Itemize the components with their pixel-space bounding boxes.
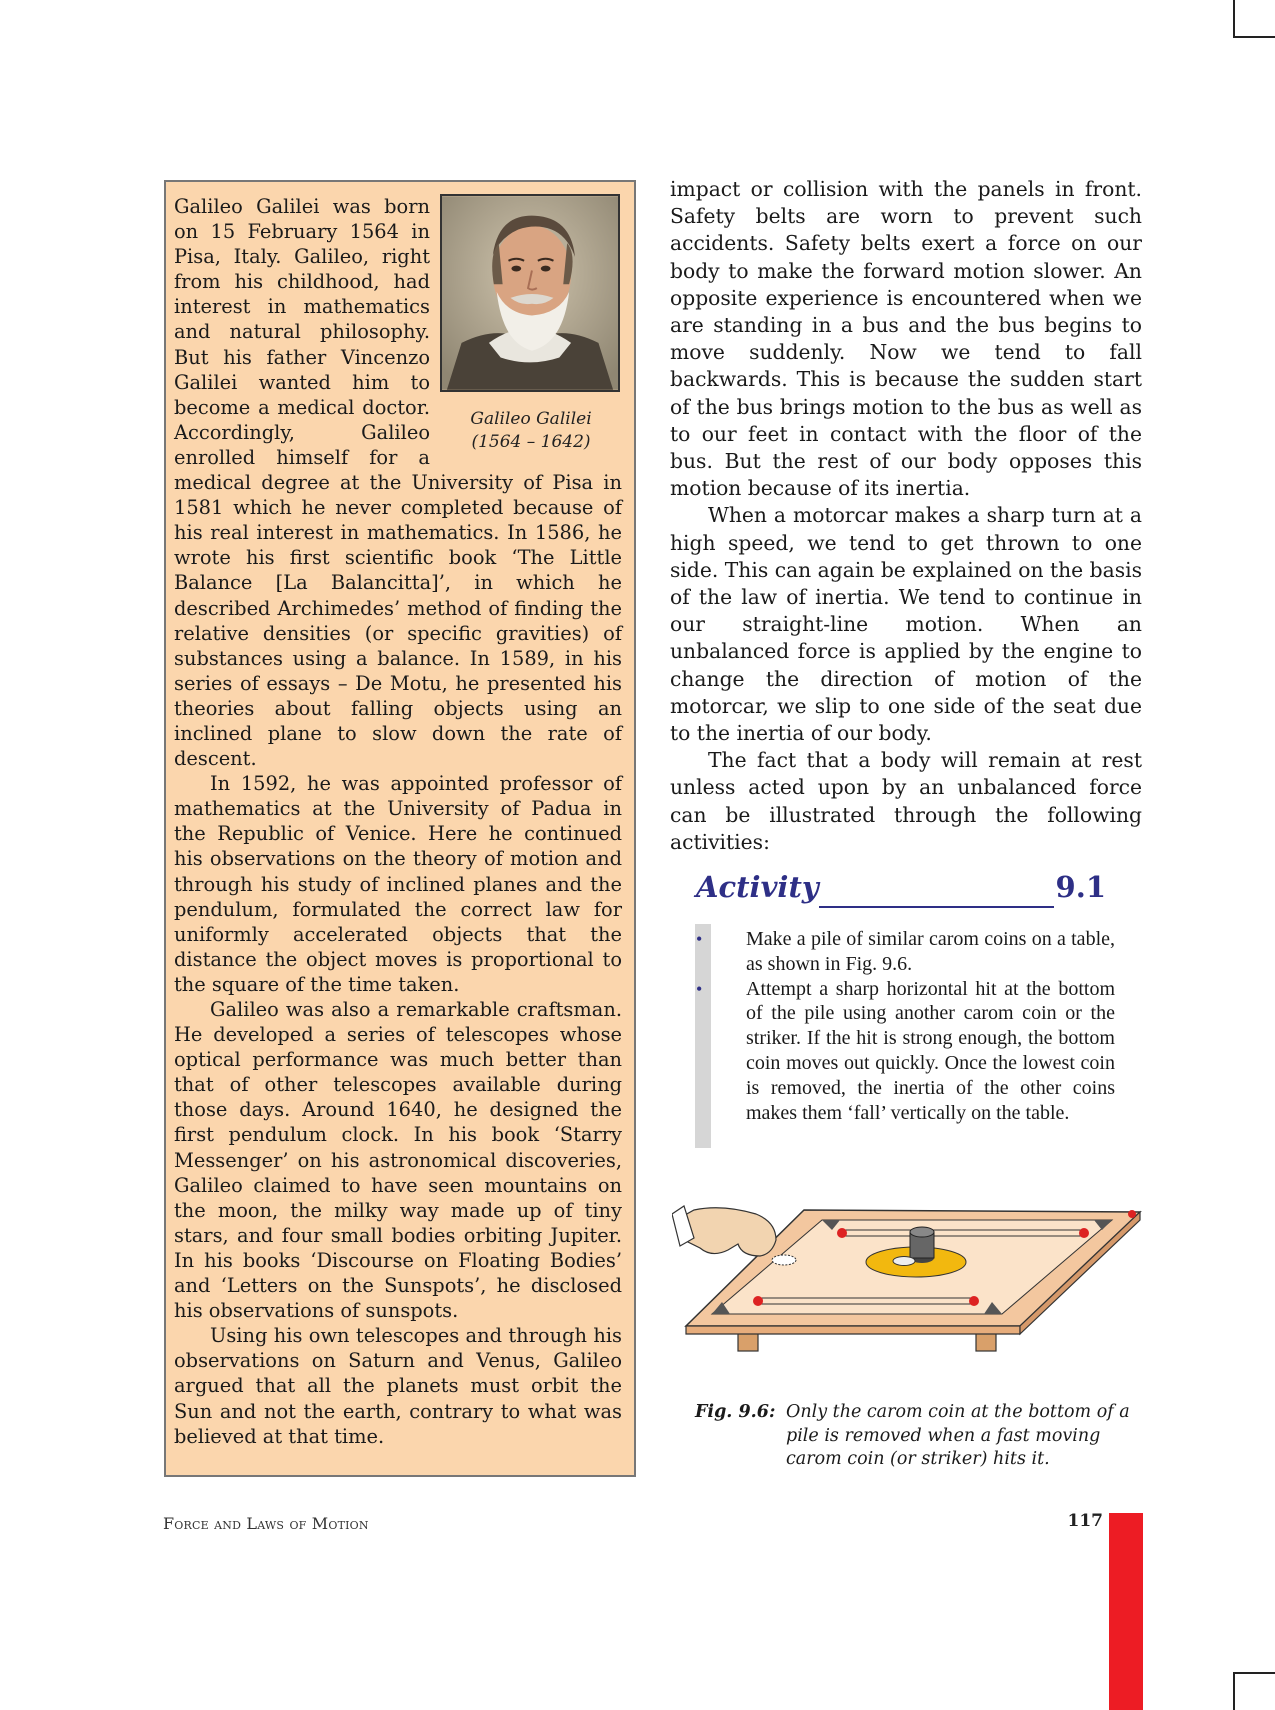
portrait-caption-years: (1564 – 1642) — [471, 432, 591, 452]
red-dot — [1128, 1210, 1136, 1218]
red-dot — [969, 1296, 979, 1306]
page-number: 117 — [1067, 1511, 1103, 1531]
crop-mark-bottom — [1233, 1672, 1275, 1710]
activity-heading-rule — [819, 906, 1054, 908]
bio-paragraph-4: Using his own telescopes and through his observations on Saturn and Venus, Galileo argued that all the planets must orbit the Sun and not the earth, contrary to what was believed at that time. — [174, 1324, 622, 1448]
flying-coin — [893, 1257, 915, 1266]
bio-paragraph-3: Galileo was also a remarkable craftsman. He developed a series of telescopes whose optical performance was much better than that of other telescopes available during those days. Around 1640, he designed the first pendulum clock. In his book ‘Starry Messenger’ on his astronomical discoveries, Galileo claimed to have seen mountains on the moon, the milky way made up of tiny stars, and four small bodies orbiting Jupiter. In his books ‘Discourse on Floating Bodies’ and ‘Letters on the Sunspots’, he disclosed his observations of sunspots. — [174, 998, 622, 1323]
figure-label: Fig. 9.6: — [695, 1402, 776, 1422]
portrait-caption-name: Galileo Galilei — [470, 409, 592, 429]
right-column-text — [670, 176, 1142, 856]
figure-caption-text: Only the carom coin at the bottom of a pile is removed when a fast moving carom coin (or striker) hits it. — [786, 1402, 1130, 1469]
activity-heading — [696, 868, 1106, 914]
activity-item-2-text: Attempt a sharp horizontal hit at the bottom of the pile using another carom coin or the striker. If the hit is strong enough, the bottom coin moves out quickly. Once the lowest coin is removed, the inertia of the other coins makes them ‘fall’ vertically on the table. — [746, 977, 1115, 1124]
galileo-portrait-image — [440, 194, 620, 392]
body-paragraph-1: impact or collision with the panels in front. Safety belts are worn to prevent such accidents. Safety belts exert a force on our body to make the forward motion slower. An opposite experience is encountered when we are standing in a bus and the bus begins to move suddenly. Now we tend to fall backwards. This is because the sudden start of the bus brings motion to the bus as well as to our feet in contact with the floor of the bus. But the rest of our body opposes this motion because of its inertia. — [670, 177, 1142, 501]
activity-number: 9.1 — [1055, 870, 1106, 904]
page-edge-tab — [1109, 1513, 1143, 1710]
bio-paragraph-2: In 1592, he was appointed professor of mathematics at the University of Padua in the Republic of Venice. Here he continued his observations on the theory of motion and through his study of inclined planes and the pendulum, formulated the correct law for uniformly accelerated objects that the distance the object moves is proportional to the square of the time taken. — [174, 772, 622, 996]
carrom-board-illustration — [672, 1198, 1144, 1372]
activity-item-2 — [695, 977, 1115, 1126]
body-paragraph-2: When a motorcar makes a sharp turn at a high speed, we tend to get thrown to one side. This can again be explained on the basis of the law of inertia. We tend to continue in our straight-line motion. When an unbalanced force is applied by the engine to change the direction of motion of the motorcar, we slip to one side of the seat due to the inertia of our body. — [670, 503, 1142, 746]
bio-paragraph-1: Galileo Galilei was born on 15 February 1564 in Pisa, Italy. Galileo, right from his childhood, had interest in mathematics and natural philosophy. But his father Vincenzo Galilei wanted him to become a medical doctor. Accordingly, Galileo enrolled himself for a medical degree at the University of Pisa in 1581 which he never completed because of his real interest in mathematics. In 1586, he wrote his first scientific book ‘The Little Balance [La Balancitta]’, in which he described Archimedes’ method of finding the relative densities (or specific gravities) of substances using a balance. In 1589, in his series of essays – De Motu, he presented his theories about falling objects using an inclined plane to slow down the rate of descent. — [174, 195, 622, 771]
bullet-icon: • — [696, 978, 703, 999]
activity-title: Activity — [696, 870, 819, 904]
red-dot — [1079, 1228, 1089, 1238]
footer-chapter-title: Force and Laws of Motion — [163, 1514, 369, 1533]
galileo-biography-box — [164, 180, 636, 1477]
crop-mark-top — [1233, 0, 1275, 38]
red-dot — [753, 1296, 763, 1306]
board-edge — [686, 1326, 1020, 1334]
striker — [772, 1255, 796, 1265]
body-paragraph-3: The fact that a body will remain at rest unless acted upon by an unbalanced force can be illustrated through the following activities: — [670, 748, 1142, 854]
bullet-icon: • — [696, 929, 703, 949]
figure-caption — [695, 1401, 1155, 1472]
portrait-caption — [440, 408, 622, 454]
activity-item-1 — [695, 927, 1115, 977]
activity-list — [695, 927, 1115, 1125]
red-dot — [837, 1228, 847, 1238]
portrait-figure — [440, 194, 622, 454]
activity-item-1-text: Make a pile of similar carom coins on a table, as shown in Fig. 9.6. — [746, 928, 1115, 975]
coin-pile-top — [910, 1227, 934, 1237]
